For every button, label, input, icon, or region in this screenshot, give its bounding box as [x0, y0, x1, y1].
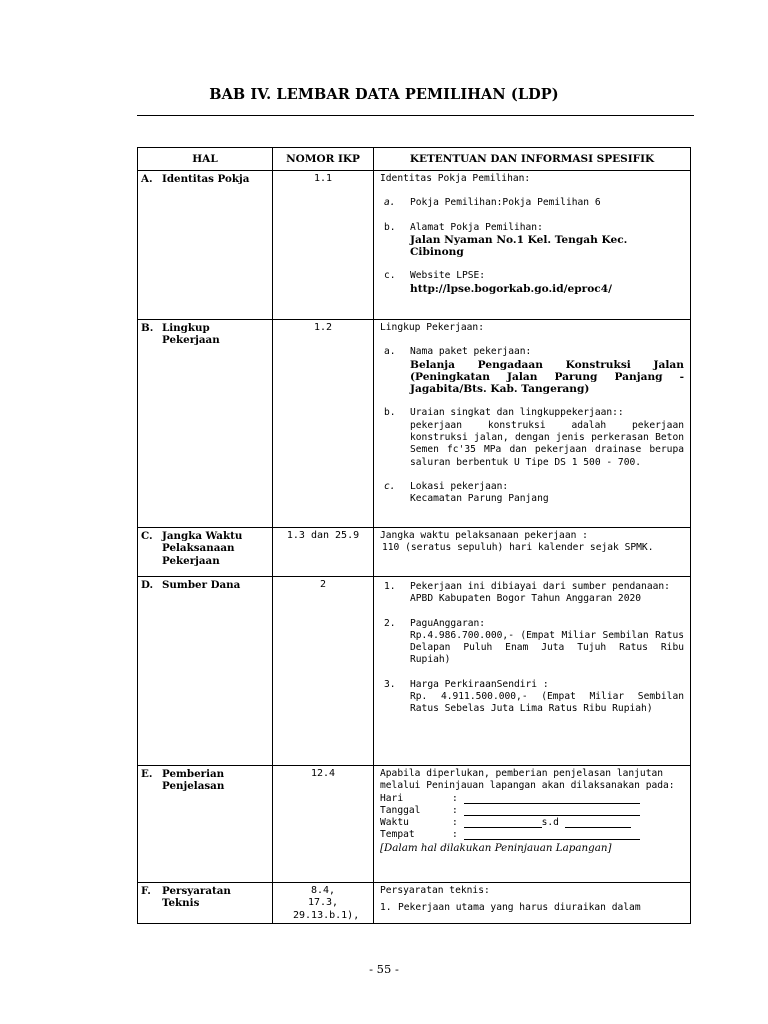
item-label: Uraian singkat dan lingkuppekerjaan:: [410, 407, 624, 419]
page-title: BAB IV. LEMBAR DATA PEMILIHAN (LDP) [209, 86, 559, 103]
list-item [380, 270, 684, 295]
row-letter: F. [141, 885, 151, 897]
header-hal: HAL [138, 148, 273, 171]
note-text: [Dalam hal dilakukan Peninjauan Lapangan] [380, 841, 612, 854]
item-label: Nama paket pekerjaan: [410, 346, 532, 358]
form-row-tempat [380, 829, 684, 841]
table-row [138, 766, 691, 883]
item-label: Lokasi pekerjaan: [410, 480, 509, 492]
item-label: Website LPSE: [410, 270, 486, 282]
ldp-table [137, 147, 691, 924]
field-colon: : [452, 792, 458, 804]
ikp-cell: 8.4, 17.3, 29.13.b.1), [273, 883, 374, 924]
item-marker: c. [384, 270, 396, 282]
row-intro: Lingkup Pekerjaan: [380, 322, 484, 333]
ikp-cell: 1.1 [273, 171, 374, 320]
hari-blank-line [464, 793, 640, 804]
hal-cell [138, 320, 273, 528]
row-hal: Lingkup Pekerjaan [162, 322, 220, 347]
ketentuan-cell [374, 766, 691, 883]
ikp-cell: 1.2 [273, 320, 374, 528]
row-hal: Sumber Dana [162, 579, 241, 591]
list-item [380, 407, 684, 468]
row-intro: Persyaratan teknis: [380, 885, 490, 896]
ikp-cell: 1.3 dan 25.9 [273, 528, 374, 577]
list-item [380, 679, 684, 716]
item-label: PaguAnggaran: [410, 617, 486, 629]
item-marker: 3. [384, 678, 396, 690]
table-header-row [138, 148, 691, 171]
item-label: Harga PerkiraanSendiri : [410, 678, 549, 690]
form-row-tanggal [380, 805, 684, 817]
ketentuan-cell [374, 577, 691, 766]
item-marker: 1. [384, 581, 396, 592]
item-value: pekerjaan konstruksi adalah pekerjaan konstruksi jalan, dengan jenis perkerasan Beton Semen fc'35 MPa dan pekerjaan drainase berupa saluran berbentuk U Tipe DS 1 500 - 700. [410, 419, 684, 468]
item-value: Rp. 4.911.500.000,- (Empat Miliar Sembilan Ratus Sebelas Juta Lima Ratus Ribu Rupiah) [410, 691, 684, 715]
hal-cell [138, 528, 273, 577]
page-number: - 55 - [369, 962, 399, 976]
item-value: Jalan Nyaman No.1 Kel. Tengah Kec. Cibinong [410, 233, 628, 259]
list-item [380, 581, 684, 606]
hal-cell [138, 577, 273, 766]
row-hal: Jangka Waktu Pelaksanaan Pekerjaan [162, 530, 243, 567]
field-colon: : [452, 817, 458, 829]
row-intro: Identitas Pokja Pemilihan: [380, 173, 531, 184]
ketentuan-cell [374, 171, 691, 320]
item-value: APBD Kabupaten Bogor Tahun Anggaran 2020 [410, 593, 642, 605]
item-marker: 2. [384, 617, 396, 629]
list-item [380, 481, 684, 506]
waktu-end-blank-line [565, 817, 631, 828]
row-letter: B. [141, 322, 154, 334]
item-value: Belanja Pengadaan Konstruksi Jalan (Peningkatan Jalan Parung Panjang - Jagabita/Bts. Kab. Tangerang) [410, 358, 684, 396]
item-marker: c. [384, 480, 396, 492]
ketentuan-cell [374, 883, 691, 924]
table-row [138, 883, 691, 924]
list-item [380, 346, 684, 395]
item-label: Alamat Pokja Pemilihan: [410, 221, 543, 233]
table-row [138, 577, 691, 766]
row-letter: D. [141, 579, 154, 591]
tanggal-blank-line [464, 805, 640, 816]
row-letter: C. [141, 530, 153, 542]
row-intro: Apabila diperlukan, pemberian penjelasan lanjutan melalui Peninjauan lapangan akan dilaksanakan pada: [380, 768, 675, 792]
ikp-cell: 2 [273, 577, 374, 766]
item-value: Rp.4.986.700.000,- (Empat Miliar Sembilan Ratus Delapan Puluh Enam Juta Tujuh Ratus Ribu Rupiah) [410, 629, 684, 666]
row-intro: Jangka waktu pelaksanaan pekerjaan : [380, 530, 588, 541]
hal-cell [138, 171, 273, 320]
field-label: Tempat [380, 829, 415, 841]
hal-cell [138, 883, 273, 924]
table-row [138, 171, 691, 320]
row-hal: Identitas Pokja [162, 173, 250, 185]
field-colon: : [452, 829, 458, 841]
field-label: Tanggal [380, 804, 421, 816]
row-letter: E. [141, 768, 153, 780]
item-marker: 1. [380, 902, 392, 914]
field-colon: : [452, 804, 458, 816]
item-value: 110 (seratus sepuluh) hari kalender sejak SPMK. [382, 542, 654, 554]
list-item [380, 618, 684, 667]
sd-text: s.d [541, 817, 559, 829]
form-row-hari [380, 793, 684, 805]
tempat-blank-line [464, 829, 640, 840]
website-link[interactable]: http://lpse.bogorkab.go.id/eproc4/ [410, 282, 612, 295]
item-marker: a. [384, 346, 396, 358]
header-ketentuan: KETENTUAN DAN INFORMASI SPESIFIK [374, 148, 691, 171]
list-item [380, 197, 684, 209]
row-hal: Pemberian Penjelasan [162, 768, 225, 793]
ikp-cell: 12.4 [273, 766, 374, 883]
item-marker: b. [384, 407, 396, 419]
list-item [380, 222, 684, 259]
hal-cell [138, 766, 273, 883]
ketentuan-cell [374, 320, 691, 528]
form-row-waktu [380, 817, 684, 829]
item-value: Kecamatan Parung Panjang [410, 493, 549, 505]
field-label: Waktu [380, 817, 409, 829]
item-text: Pekerjaan utama yang harus diuraikan dalam [398, 902, 641, 914]
title-rule [137, 115, 694, 116]
header-nomor-ikp: NOMOR IKP [273, 148, 374, 171]
ketentuan-cell [374, 528, 691, 577]
list-item [380, 902, 684, 914]
table-row [138, 528, 691, 577]
row-hal: Persyaratan Teknis [162, 885, 231, 910]
field-label: Hari [380, 792, 404, 804]
item-marker: b. [384, 221, 396, 233]
waktu-start-blank-line [464, 817, 542, 828]
item-label: Pekerjaan ini dibiayai dari sumber pendanaan: [410, 581, 670, 592]
table-row [138, 320, 691, 528]
item-marker: a. [384, 197, 396, 209]
row-letter: A. [141, 173, 153, 185]
item-text: Pokja Pemilihan:Pokja Pemilihan 6 [410, 197, 601, 209]
